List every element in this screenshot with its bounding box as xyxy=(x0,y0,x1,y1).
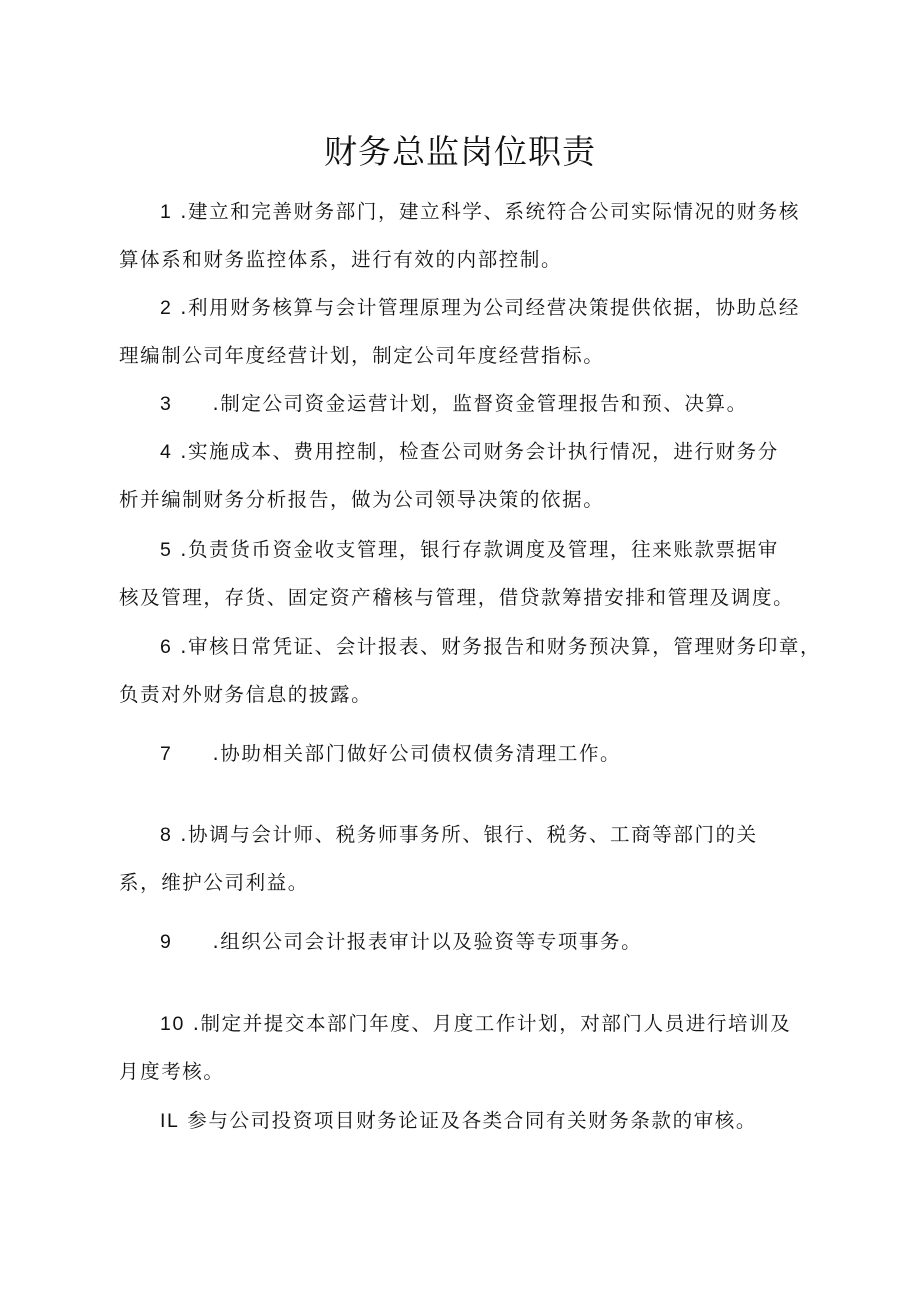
duty-item-1 xyxy=(119,188,819,284)
duty-number: 10 xyxy=(160,1013,185,1035)
duty-text: 负责对外财务信息的披露。 xyxy=(119,683,373,706)
duty-item-7 xyxy=(119,730,819,778)
duty-line xyxy=(119,811,819,859)
duty-number: IL xyxy=(160,1110,180,1132)
duty-number: 4 xyxy=(160,441,173,463)
duty-number: 7 xyxy=(160,743,173,765)
duty-number: 5 xyxy=(160,539,173,561)
duty-line xyxy=(119,380,819,428)
duty-text: 理编制公司年度经营计划，制定公司年度经营指标。 xyxy=(119,344,605,367)
duty-text: 算体系和财务监控体系，进行有效的内部控制。 xyxy=(119,248,563,271)
duty-line xyxy=(119,730,819,778)
duty-text: .协助相关部门做好公司债权债务清理工作。 xyxy=(212,742,622,765)
document-title: 财务总监岗位职责 xyxy=(324,132,596,171)
duty-text: .建立和完善财务部门，建立科学、系统符合公司实际情况的财务核 xyxy=(172,200,800,223)
duty-item-8 xyxy=(119,811,819,907)
duty-line xyxy=(119,188,819,236)
duty-item-9 xyxy=(119,918,819,966)
duty-text: .利用财务核算与会计管理原理为公司经营决策提供依据，协助总经 xyxy=(172,296,800,319)
duty-number: 6 xyxy=(160,636,173,658)
duty-line xyxy=(119,1000,819,1048)
duty-number: 2 xyxy=(160,297,173,319)
duty-line xyxy=(119,623,822,671)
duty-item-10 xyxy=(119,1000,819,1096)
duty-line xyxy=(119,918,819,966)
duty-text: .实施成本、费用控制，检查公司财务会计执行情况，进行财务分 xyxy=(172,440,779,463)
duty-number: 8 xyxy=(160,824,173,846)
duty-line xyxy=(119,284,819,332)
duty-line xyxy=(119,526,819,574)
duty-item-3 xyxy=(119,380,819,428)
duty-text: .制定并提交本部门年度、月度工作计划，对部门人员进行培训及 xyxy=(184,1012,792,1035)
duty-text: .制定公司资金运营计划，监督资金管理报告和预、决算。 xyxy=(212,392,748,415)
duty-item-5 xyxy=(119,526,819,622)
duty-text: 系，维护公司利益。 xyxy=(119,871,309,894)
duty-item-11 xyxy=(119,1097,819,1145)
duty-text: .组织公司会计报表审计以及验资等专项事务。 xyxy=(212,930,643,953)
duty-number: 3 xyxy=(160,393,173,415)
duty-line xyxy=(119,428,819,476)
duty-text: .负责货币资金收支管理，银行存款调度及管理，往来账款票据审 xyxy=(172,538,779,561)
duty-item-6 xyxy=(119,623,822,719)
duty-item-4 xyxy=(119,428,819,524)
duty-text: 核及管理，存货、固定资产稽核与管理，借贷款筹措安排和管理及调度。 xyxy=(119,586,795,609)
duty-text: .审核日常凭证、会计报表、财务报告和财务预决算，管理财务印章， xyxy=(172,635,822,658)
duty-text: 月度考核。 xyxy=(119,1060,225,1083)
duty-text: 析并编制财务分析报告，做为公司领导决策的依据。 xyxy=(119,488,605,511)
duty-line xyxy=(119,1097,819,1145)
duty-number: 9 xyxy=(160,931,173,953)
duty-text: .协调与会计师、税务师事务所、银行、税务、工商等部门的关 xyxy=(172,823,758,846)
duty-number: 1 xyxy=(160,201,173,223)
duty-text: 参与公司投资项目财务论证及各类合同有关财务条款的审核。 xyxy=(179,1109,757,1132)
duty-item-2 xyxy=(119,284,819,380)
